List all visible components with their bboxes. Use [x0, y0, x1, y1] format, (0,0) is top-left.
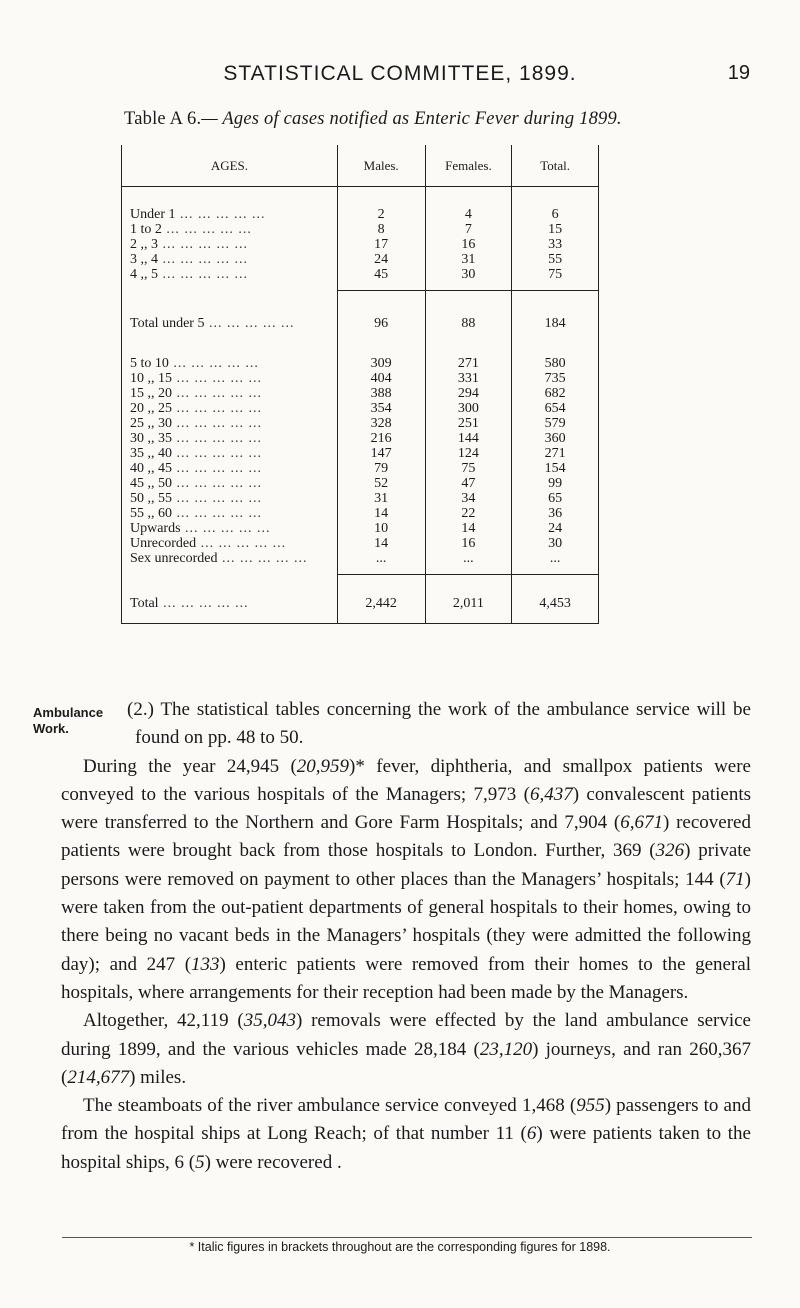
total-cell: 271 [512, 446, 599, 461]
paragraph-1: (2.) The statistical tables concerning the work of the ambulance service will be found on pp. 48 to 50. [127, 699, 751, 749]
header-females: Females. [425, 145, 512, 187]
body-text [61, 696, 751, 1177]
table-row [122, 386, 599, 401]
table-row [122, 416, 599, 431]
females-cell: 14 [425, 521, 512, 536]
females-cell: 144 [425, 431, 512, 446]
males-cell: 354 [337, 401, 425, 416]
total-cell: ... [512, 551, 599, 566]
table-row [122, 401, 599, 416]
females-cell: 4 [425, 207, 512, 222]
total-cell: 360 [512, 431, 599, 446]
males-cell: 52 [337, 476, 425, 491]
subtotal-row [122, 315, 599, 332]
total-cell: 654 [512, 401, 599, 416]
males-cell: 388 [337, 386, 425, 401]
age-cell: 50 ,, 55 ... ... ... ... ... [122, 491, 338, 506]
table-spacer [122, 187, 599, 208]
page-title: STATISTICAL COMMITTEE, 1899. [223, 62, 577, 85]
table-spacer [122, 611, 599, 624]
age-cell: 2 ,, 3 ... ... ... ... ... [122, 237, 338, 252]
age-cell: 4 ,, 5 ... ... ... ... ... [122, 267, 338, 282]
total-cell: 154 [512, 461, 599, 476]
paragraph-4: The steamboats of the river ambulance service conveyed 1,468 (955) passengers to and from the hospital ships at Long Reach; of that number 11 (6) were patients taken to the hospital ships, 6 (5) were recovered . [61, 1095, 751, 1173]
page-number: 19 [727, 62, 750, 84]
females-cell: 271 [425, 356, 512, 371]
females-cell: 88 [425, 315, 512, 332]
table-row [122, 371, 599, 386]
total-cell: 735 [512, 371, 599, 386]
footnote-divider [62, 1237, 752, 1238]
table-row [122, 476, 599, 491]
males-cell: 14 [337, 536, 425, 551]
table-row [122, 267, 599, 282]
table-spacer [122, 282, 599, 291]
males-cell: 45 [337, 267, 425, 282]
paragraph-3: Altogether, 42,119 (35,043) removals were effected by the land ambulance service during 1899, and the various vehicles made 28,184 (23,120) journeys, and ran 260,367 (214,677) miles. [61, 1010, 751, 1088]
table-caption [124, 109, 622, 130]
table-row [122, 252, 599, 267]
males-cell: 14 [337, 506, 425, 521]
table-row [122, 521, 599, 536]
table-spacer [122, 291, 599, 316]
age-cell: Upwards ... ... ... ... ... [122, 521, 338, 536]
males-cell: 216 [337, 431, 425, 446]
age-cell: 15 ,, 20 ... ... ... ... ... [122, 386, 338, 401]
females-cell: 22 [425, 506, 512, 521]
header-males: Males. [337, 145, 425, 187]
header-ages: AGES. [122, 145, 338, 187]
males-cell: 79 [337, 461, 425, 476]
males-cell: 31 [337, 491, 425, 506]
total-cell: 6 [512, 207, 599, 222]
males-cell: 147 [337, 446, 425, 461]
age-cell: 55 ,, 60 ... ... ... ... ... [122, 506, 338, 521]
enteric-ages-table [121, 145, 599, 624]
total-cell: 75 [512, 267, 599, 282]
males-cell: ... [337, 551, 425, 566]
females-cell: 251 [425, 416, 512, 431]
table-row [122, 551, 599, 566]
age-cell: 1 to 2 ... ... ... ... ... [122, 222, 338, 237]
age-cell: Unrecorded ... ... ... ... ... [122, 536, 338, 551]
females-cell: 31 [425, 252, 512, 267]
table-row [122, 491, 599, 506]
table-row [122, 222, 599, 237]
table-row [122, 461, 599, 476]
age-cell: 45 ,, 50 ... ... ... ... ... [122, 476, 338, 491]
females-cell: 331 [425, 371, 512, 386]
males-cell: 309 [337, 356, 425, 371]
total-cell: 24 [512, 521, 599, 536]
table-row [122, 237, 599, 252]
females-cell: 2,011 [425, 595, 512, 611]
age-cell: 30 ,, 35 ... ... ... ... ... [122, 431, 338, 446]
margin-note-line1: Ambulance [33, 705, 104, 720]
males-cell: 404 [337, 371, 425, 386]
females-cell: 7 [425, 222, 512, 237]
age-cell: 20 ,, 25 ... ... ... ... ... [122, 401, 338, 416]
females-cell: 16 [425, 536, 512, 551]
females-cell: ... [425, 551, 512, 566]
table-row [122, 207, 599, 222]
total-cell: 33 [512, 237, 599, 252]
table-row [122, 356, 599, 371]
age-cell: 3 ,, 4 ... ... ... ... ... [122, 252, 338, 267]
total-row [122, 595, 599, 611]
table-spacer [122, 566, 599, 575]
females-cell: 34 [425, 491, 512, 506]
females-cell: 75 [425, 461, 512, 476]
total-cell: 682 [512, 386, 599, 401]
total-cell: 184 [512, 315, 599, 332]
age-cell: 25 ,, 30 ... ... ... ... ... [122, 416, 338, 431]
females-cell: 124 [425, 446, 512, 461]
table-row [122, 506, 599, 521]
age-cell: 35 ,, 40 ... ... ... ... ... [122, 446, 338, 461]
table-row [122, 446, 599, 461]
table-caption-text: — Ages of cases notified as Enteric Fever during 1899. [201, 109, 622, 129]
page-header [0, 62, 800, 92]
age-cell: Total under 5 ... ... ... ... ... [122, 315, 338, 332]
total-cell: 55 [512, 252, 599, 267]
table-spacer [122, 575, 599, 596]
age-cell: 10 ,, 15 ... ... ... ... ... [122, 371, 338, 386]
footnote: * Italic figures in brackets throughout are the corresponding figures for 1898. [189, 1240, 611, 1254]
total-cell: 99 [512, 476, 599, 491]
females-cell: 16 [425, 237, 512, 252]
table-label: Table A 6. [124, 109, 202, 129]
table-row [122, 536, 599, 551]
males-cell: 96 [337, 315, 425, 332]
males-cell: 328 [337, 416, 425, 431]
females-cell: 294 [425, 386, 512, 401]
females-cell: 47 [425, 476, 512, 491]
total-cell: 15 [512, 222, 599, 237]
total-cell: 579 [512, 416, 599, 431]
total-cell: 36 [512, 506, 599, 521]
age-cell: 40 ,, 45 ... ... ... ... ... [122, 461, 338, 476]
males-cell: 10 [337, 521, 425, 536]
paragraph-2: During the year 24,945 (20,959)* fever, diphtheria, and smallpox patients were conveyed to the various hospitals of the Managers; 7,973 (6,437) convalescent patients were transferred to the Northern and Gore Farm Hospitals; and 7,904 (6,671) recovered patients were brought back from those hospitals to London. Further, 369 (326) private persons were removed on payment to other places than the Managers’ hospitals; 144 (71) were taken from the out-patient departments of general hospitals to their homes, owing to there being no vacant beds in the Managers’ hospitals (they were admitted the following day); and 247 (133) enteric patients were removed from their homes to the general hospitals, where arrangements for their reception had been made by the Managers. [61, 755, 752, 1003]
total-cell: 30 [512, 536, 599, 551]
age-cell: 5 to 10 ... ... ... ... ... [122, 356, 338, 371]
males-cell: 8 [337, 222, 425, 237]
age-cell: Sex unrecorded ... ... ... ... ... [122, 551, 338, 566]
age-cell: Under 1 ... ... ... ... ... [122, 207, 338, 222]
females-cell: 300 [425, 401, 512, 416]
table-row [122, 431, 599, 446]
age-cell: Total ... ... ... ... ... [122, 595, 338, 611]
total-cell: 65 [512, 491, 599, 506]
total-cell: 580 [512, 356, 599, 371]
header-total: Total. [512, 145, 599, 187]
total-cell: 4,453 [512, 595, 599, 611]
margin-note-line2: Work. [33, 721, 69, 736]
males-cell: 17 [337, 237, 425, 252]
males-cell: 24 [337, 252, 425, 267]
females-cell: 30 [425, 267, 512, 282]
table-spacer [122, 332, 599, 356]
males-cell: 2,442 [337, 595, 425, 611]
males-cell: 2 [337, 207, 425, 222]
